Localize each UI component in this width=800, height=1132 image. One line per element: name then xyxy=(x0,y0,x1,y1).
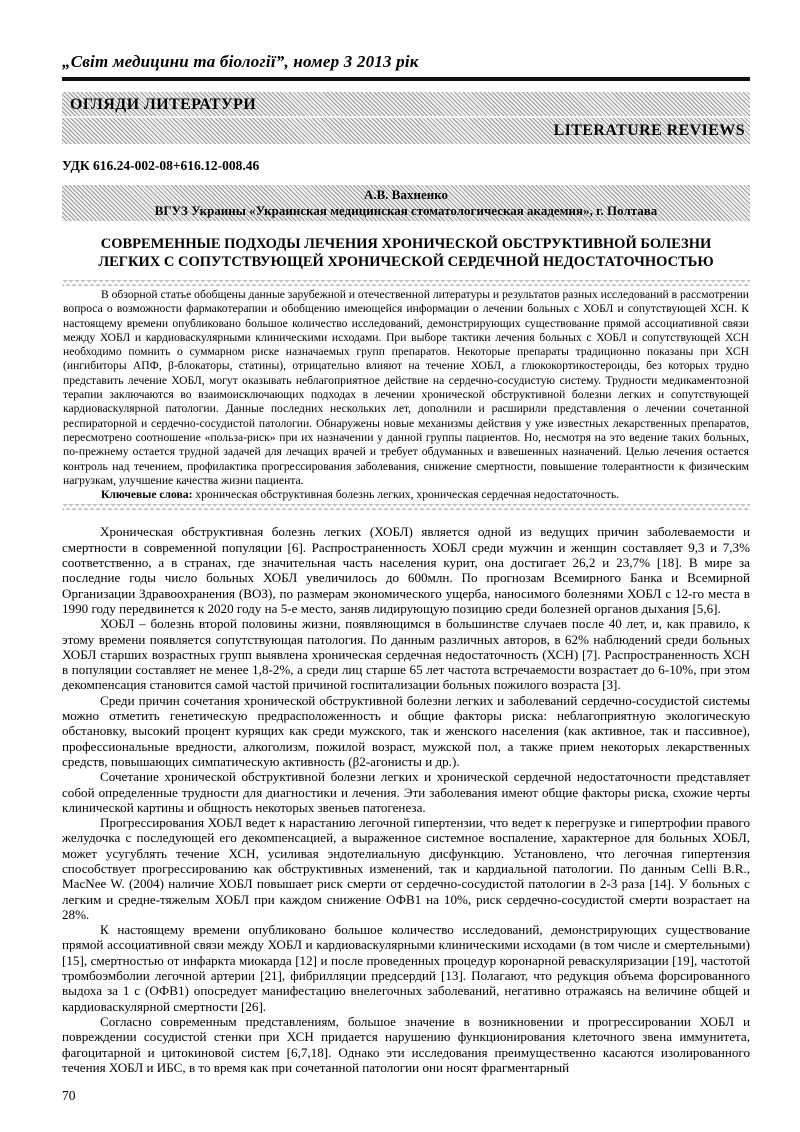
body-paragraph: Среди причин сочетания хронической обструктивной болезни легких и заболеваний сердечно-сосудистой системы можно отметить генетическую предрасположенность и общие факторы риска: неблагоприятную экологическую обстановку, высокий процент курящих как среди мужского, так и женского населения (как активное, так и пассивное), профессиональные вредности, алкоголизм, пожилой возраст, мужской пол, а также прием некоторых лекарственных средств, повышающих симпатическую активность (β2-агонисты и др.). xyxy=(62,692,750,769)
udk-code: УДК 616.24-002-08+616.12-008.46 xyxy=(62,158,260,173)
author-name: А.В. Вахненко xyxy=(363,187,449,202)
body-paragraph: Хроническая обструктивная болезнь легких (ХОБЛ) является одной из ведущих причин заболеваемости и смертности в современной популяции [6]. Распространенность ХОБЛ среди мужчин и женщин составляет 9,3 и 7,3% соответственно, а в странах, где значительная часть населения курит, она достигает 26,2 и 23,7% [18]. В мире за последние годы число больных ХОБЛ увеличилось до 600млн. По прогнозам Всемирного Банка и Всемирной Организации Здравоохранения (ВОЗ), по размерам экономического ущерба, наносимого болезнями ХОБЛ с 12-го места в 1990 году передвинется к 2020 году на 5-е место, заняв лидирующую позицию среди болезней органов дыхания [5,6]. xyxy=(62,524,750,616)
body-paragraph: Прогрессирования ХОБЛ ведет к нарастанию легочной гипертензии, что ведет к перегрузке и гипертрофии правого желудочка с последующей его декомпенсацией, а выраженное системное воспаление, характерное для больных ХОБЛ, может усугублять течение ХСН, усиливая эндотелиальную дисфункцию. Установлено, что легочная гипертензия способствует прогрессированию как обструктивных изменений, так и кардиальной патологии. По данным Celli B.R., MacNee W. (2004) наличие ХОБЛ повышает риск смерти от сердечно-сосудистой патологии в 2-3 раза [14]. У больных с легким и средне-тяжелым ХОБЛ при каждом снижение ОФВ1 на 10%, риск сердечно-сосудистой смерти возрастает на 28%. xyxy=(62,815,750,922)
abstract-block xyxy=(62,280,750,510)
keywords-text: хроническая обструктивная болезнь легких, хроническая сердечная недостаточность. xyxy=(192,488,619,502)
journal-running-head: „Світ медицини та біології”, номер 3 2013 рік xyxy=(62,52,419,71)
abstract-bottom-border xyxy=(62,504,750,510)
body-paragraph: Сочетание хронической обструктивной болезни легких и хронической сердечной недостаточности представляет собой определенные трудности для диагностики и лечения. Эти заболевания имеют общие факторы риска, схожие черты клинической картины и общность некоторых звеньев патогенеза. xyxy=(62,769,750,815)
body-paragraph: Согласно современным представлениям, большое значение в возникновении и прогрессировании ХОБЛ и повреждении сосудистой стенки при ХСН придается нарушению функционирования клеточного звена иммунитета, фагоцитарной и цитокиновой систем [6,7,18]. Однако эти исследования преимущественно касаются изолированного течения ХОБЛ и ИБС, в то время как при сочетанной патологии они носят фрагментарный xyxy=(62,1013,750,1075)
authors-band xyxy=(62,185,750,221)
keywords-line xyxy=(63,488,749,502)
section-band xyxy=(62,92,750,144)
article-title: СОВРЕМЕННЫЕ ПОДХОДЫ ЛЕЧЕНИЯ ХРОНИЧЕСКОЙ ОБСТРУКТИВНОЙ БОЛЕЗНИ ЛЕГКИХ С СОПУТСТВУЮЩЕЙ ХРОНИЧЕСКОЙ СЕРДЕЧНОЙ НЕДОСТАТОЧНОСТЬЮ xyxy=(98,236,714,270)
author-affiliation: ВГУЗ Украины «Украинская медицинская стоматологическая академия», г. Полтава xyxy=(154,202,658,218)
article-body xyxy=(62,524,750,1075)
keywords-label: Ключевые слова: xyxy=(101,488,193,502)
abstract-paragraph: В обзорной статье обобщены данные зарубежной и отечественной литературы и результатов разных исследований в рассмотрении вопроса о возможности фармакотерапии и обобщению имеющейся информации о лечении больных с ХОБЛ и сопутствующей ХСН. К настоящему времени опубликовано большое количество исследований, демонстрирующих существование прямой ассоциативной связи между ХОБЛ и кардиоваскулярными клиническими исходами. При выборе тактики лечения больных с ХОБЛ и сопутствующей ХСН необходимо помнить о суммарном риске назначаемых групп препаратов. Некоторые препараты традиционно показаны при ХСН (ингибиторы АПФ, β-блокаторы, статины), отрицательно влияют на течение ХОБЛ, а глюкокортикостероиды, без которых трудно представить лечение ХОБЛ, могут оказывать неблагоприятное действие на сердечно-сосудистую систему. Трудности медикаментозной терапии заключаются во взаимоисключающих подходах в лечении хронической обструктивной болезни легких и сопутствующей кардиоваскулярной патологии. Данные последних нескольких лет, дополнили и расширили представления о лечении сочетанной респираторной и сердечно-сосудистой патологии. Обнаружены новые механизмы действия у уже известных лекарственных препаратов, пересмотрено соотношение «польза-риск» при их назначении у данной группы пациентов. Но, несмотря на это ведение таких больных, по-прежнему остается трудной задачей для лечащих врачей и требует обдуманных и взвешенных назначений. Целью лечения остается контроль над течением, профилактика прогрессирования заболевания, снижение смертности, повышение толерантности к физическим нагрузкам, улучшение качества жизни пациента. xyxy=(63,288,749,487)
body-paragraph: К настоящему времени опубликовано большое количество исследований, демонстрирующих существование прямой ассоциативной связи между ХОБЛ и кардиоваскулярными клиническими исходами (в том числе и смертельными) [15], смертностью от инфаркта миокарда [12] и после проведенных процедур коронарной реваскуляризации [19], частотой тромбоэмболии легочной артерии [21], фибрилляции предсердий [13]. Полагают, что редукция объема форсированного выдоха за 1 с (ОФВ1) опосредует манифестацию внелегочных заболеваний, негативно отражаясь на величине общей и кардиоваскулярной смертности [26]. xyxy=(62,922,750,1014)
abstract-text xyxy=(62,286,750,504)
body-paragraph: ХОБЛ – болезнь второй половины жизни, появляющимся в большинстве случаев после 40 лет, и, как правило, к этому времени появляется сопутствующая патология. По данным различных авторов, в 62% наблюдений среди больных ХОБЛ старших возрастных групп выявлена хроническая сердечная недостаточность (ХСН) [7]. Распространенность ХСН в популяции составляет не менее 1,8-2%, а среди лиц старше 65 лет частота встречаемости возрастает до 6-10%, при этом декомпенсация становится самой частой причиной госпитализации больных пожилого возраста [3]. xyxy=(62,616,750,693)
section-title-english: LITERATURE REVIEWS xyxy=(62,118,750,144)
section-title-ukrainian: ОГЛЯДИ ЛИТЕРАТУРИ xyxy=(62,92,750,118)
header-rule xyxy=(62,77,750,81)
page-number: 70 xyxy=(62,1088,76,1104)
